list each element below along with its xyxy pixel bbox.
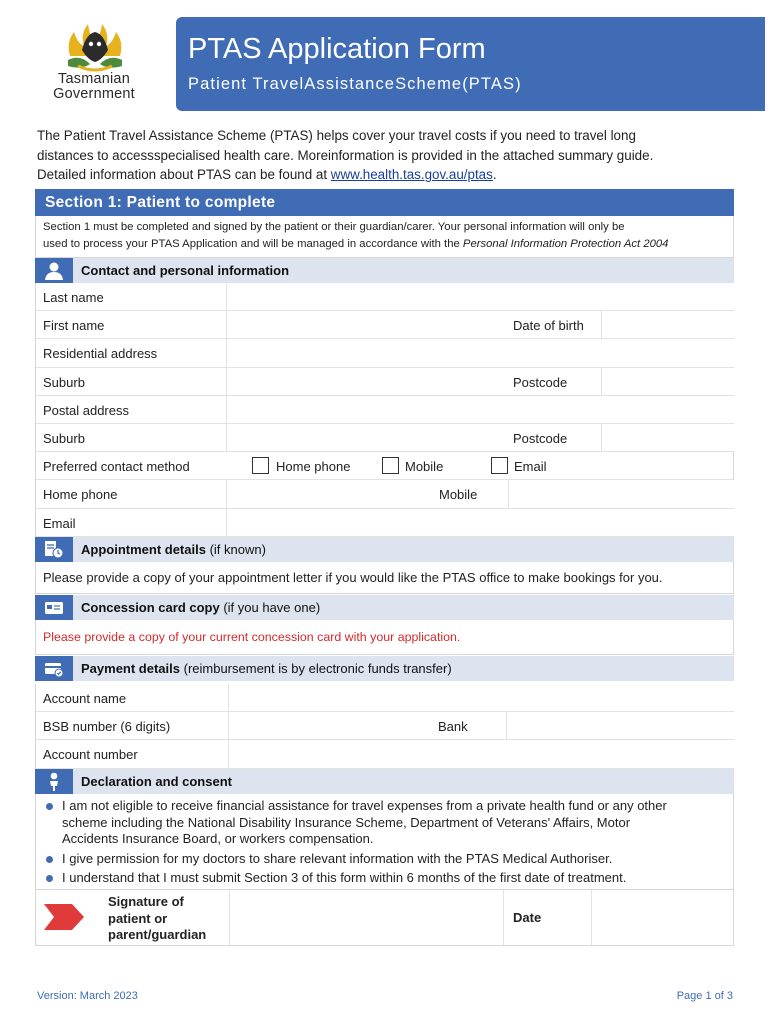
signature-date-field[interactable] [591,890,733,945]
section1-note-line1: Section 1 must be completed and signed by the patient or their guardian/carer. Your personal information will only be [43,221,625,233]
declaration-1-line2: scheme including the National Disability Insurance Scheme, Department of Veterans' Affairs, Motor [62,814,631,830]
row-email [36,509,733,537]
page-number-footer: Page 1 of 3 [676,990,733,1002]
row-account-number [36,740,733,768]
bank-label: Bank [438,719,468,735]
ptas-website-link[interactable]: www.health.tas.gov.au/ptas [330,167,493,182]
section1-heading: Section 1: Patient to complete [35,189,734,216]
postal-address-label: Postal address [43,402,129,418]
bsb-field[interactable] [228,712,430,739]
account-name-label: Account name [43,691,127,706]
email-label: Email [43,515,76,531]
payment-heading-label: Payment details [81,661,180,676]
home-phone-field[interactable] [226,480,432,507]
signature-label-line3: parent/guardian [108,927,207,942]
bullet-icon [46,856,53,863]
row-phones [36,480,733,508]
dob-label: Date of birth [513,318,584,334]
declaration-item-3 [42,870,733,887]
postal-suburb-field[interactable] [226,424,506,451]
postal-suburb-label: Suburb [43,430,85,446]
email-field[interactable] [226,509,734,536]
signature-date-label: Date [513,910,542,925]
sign-here-arrow-icon [44,902,86,932]
logo-text-line2: Government [53,86,135,102]
section1-note [35,216,734,258]
row-residential-address [36,339,733,367]
preferred-contact-label: Preferred contact method [43,459,190,475]
concession-band [35,595,734,620]
intro-line1: The Patient Travel Assistance Scheme (PTAS) helps cover your travel costs if you need to travel long [37,128,636,143]
row-postal-suburb [36,424,733,452]
mobile-checkbox[interactable] [382,457,399,474]
appointment-heading-label: Appointment details [81,542,206,557]
declaration-icon-box [35,769,73,794]
person-icon [44,261,64,280]
payment-card-icon [44,659,64,678]
row-bsb-bank [36,712,733,740]
residential-address-label: Residential address [43,346,158,362]
postal-postcode-field[interactable] [601,424,734,451]
signature-row [35,889,734,946]
page-title: PTAS Application Form [188,33,486,65]
declaration-item-1 [42,798,733,848]
intro-line2: distances to accessspecialised health care. Moreinformation is provided in the attached summary guide. [37,147,654,163]
contact-band [35,258,734,283]
account-name-field[interactable] [228,684,734,711]
bullet-icon [46,875,53,882]
home-phone-option-label: Home phone [276,459,351,475]
declaration-item-2 [42,851,733,868]
declaration-1-line3: Accidents Insurance Board, or workers compensation. [62,831,374,846]
contact-heading [81,263,289,278]
email-option-label: Email [514,459,547,475]
intro-line3 [37,165,737,185]
row-preferred-contact [36,452,733,480]
account-number-field[interactable] [228,740,734,767]
contact-table [35,283,734,537]
section1-note-text: used to process your PTAS Application and will be managed in accordance with the [43,238,463,250]
appointment-heading [81,542,266,557]
page-subtitle: Patient TravelAssistanceScheme(PTAS) [188,75,522,93]
appointment-band [35,537,734,562]
dob-field[interactable] [601,311,734,338]
home-phone-checkbox[interactable] [252,457,269,474]
payment-table [35,684,734,769]
row-postal-address [36,396,733,424]
intro-paragraph [37,126,737,185]
intro-line3-text: Detailed information about PTAS can be found at [37,167,331,182]
signature-label-line1: Signature of [108,894,184,909]
concession-text: Please provide a copy of your current concession card with your application. [35,620,734,655]
postcode-field[interactable] [601,368,734,395]
document-clock-icon [44,540,64,559]
concession-heading-suffix: (if you have one) [219,600,321,615]
row-last-name [36,283,733,311]
concession-heading [81,600,320,615]
declaration-heading-label: Declaration and consent [81,774,232,789]
act-name: Personal Information Protection Act 2004 [462,238,669,250]
first-name-label: First name [43,318,105,334]
suburb-field[interactable] [226,368,506,395]
signature-label-line2: patient or [108,910,168,926]
tasmanian-government-logo [40,16,150,106]
residential-address-field[interactable] [226,339,734,366]
logo-text-line1: Tasmanian [58,71,130,87]
payment-heading-suffix: (reimbursement is by electronic funds transfer) [180,661,452,676]
bullet-icon [46,803,53,810]
signature-label [108,894,206,944]
last-name-label: Last name [43,290,104,305]
appointment-heading-suffix: (if known) [205,542,266,557]
appointment-text: Please provide a copy of your appointment letter if you would like the PTAS office to make bookings for you. [35,562,734,594]
row-suburb [36,368,733,396]
declaration-band [35,769,734,794]
row-first-name [36,311,733,339]
declaration-heading [81,774,232,789]
tasmanian-devil-emblem-icon [60,16,130,74]
concession-icon-box [35,595,73,620]
last-name-field[interactable] [226,283,734,310]
postal-postcode-label: Postcode [513,430,568,446]
account-number-label: Account number [43,747,138,763]
mobile-label: Mobile [439,487,478,503]
declaration-list [35,794,734,894]
person-icon-box [35,258,73,283]
section1-note-line2 [43,236,726,253]
home-phone-label: Home phone [43,487,118,503]
row-account-name [36,684,733,712]
payment-band [35,656,734,681]
declaration-1-line1: I am not eligible to receive financial assistance for travel expenses from a private health fund or any other [62,798,667,813]
suburb-label: Suburb [43,374,85,390]
declaration-2-text: I give permission for my doctors to share relevant information with the PTAS Medical Authoriser. [62,850,613,866]
contact-heading-label: Contact and personal information [81,263,290,278]
postal-address-field[interactable] [226,396,734,423]
card-icon [44,598,64,617]
mobile-option-label: Mobile [405,459,444,475]
first-name-field[interactable] [226,311,506,338]
bank-field[interactable] [506,712,734,739]
declaration-3-text: I understand that I must submit Section 3 of this form within 6 months of the first date of treatment. [62,870,627,885]
postcode-label: Postcode [513,374,568,390]
signature-field[interactable] [229,890,504,945]
email-checkbox[interactable] [491,457,508,474]
title-banner [176,17,765,111]
intro-line3-end: . [492,167,497,182]
person-stand-icon [44,772,64,791]
payment-icon-box [35,656,73,681]
version-footer: Version: March 2023 [37,990,138,1002]
appointment-icon-box [35,537,73,562]
bsb-label: BSB number (6 digits) [43,719,171,735]
mobile-field[interactable] [508,480,734,507]
concession-heading-label: Concession card copy [81,600,220,615]
payment-heading [81,661,452,676]
